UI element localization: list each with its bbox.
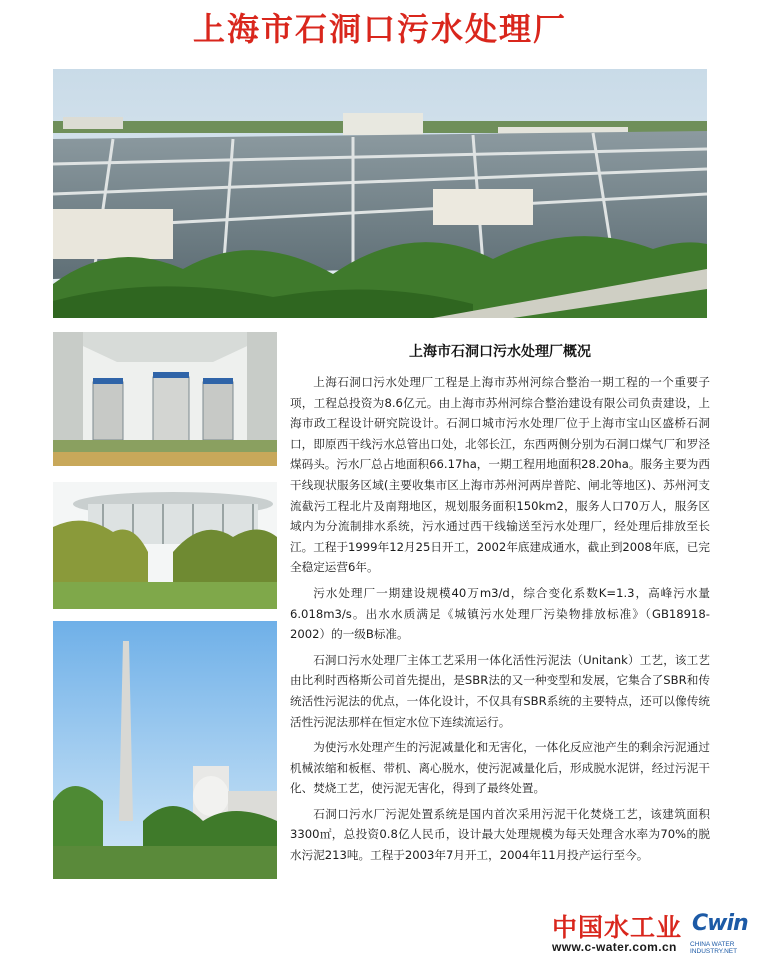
- china-water-logo[interactable]: [552, 908, 760, 958]
- article-heading: 上海市石洞口污水处理厂概况: [409, 344, 591, 360]
- logo-url[interactable]: www.c-water.com.cn: [552, 940, 677, 954]
- equipment-hall-photo: [53, 332, 277, 466]
- paragraph: 污水处理厂一期建设规模40万m3/d，综合变化系数K=1.3，高峰污水量6.018m3/s。出水水质满足《城镇污水处理厂污染物排放标准》（GB18918-2002）的一级B标准。: [290, 585, 710, 642]
- paragraph: 石洞口污水处理厂主体工艺采用一体化活性污泥法（Unitank）工艺，该工艺由比利时西格斯公司首先提出，是SBR法的又一种变型和发展，它集合了SBR和传统活性污泥法的优点，一体化设计，不仅具有SBR系统的主要特点，还可以像传统活性污泥法那样在恒定水位下连续流运行。: [290, 652, 710, 729]
- paragraph: 为使污水处理产生的污泥减量化和无害化，一体化反应池产生的剩余污泥通过机械浓缩和板框、带机、离心脱水，使污泥减量化后，形成脱水泥饼，经过污泥干化、焚烧工艺，使污泥无害化，得到了最终处置。: [290, 740, 710, 796]
- paragraph: 石洞口污水厂污泥处置系统是国内首次采用污泥干化焚烧工艺，该建筑面积3300㎡，总投资0.8亿人民币，设计最大处理规模为每天处理含水率为70%的脱水污泥213吨。工程于2003年7月开工，2004年11月投产运行至今。: [290, 806, 710, 863]
- logo-brand: Cwin: [692, 911, 748, 936]
- aerial-plant-photo: [53, 69, 707, 318]
- round-building-photo: [53, 482, 277, 609]
- chimney-photo: [53, 621, 277, 879]
- article-body: [290, 372, 710, 871]
- paragraph: 上海石洞口污水处理厂工程是上海市苏州河综合整治一期工程的一个重要子项，工程总投资为8.6亿元。由上海市苏州河综合整治建设有限公司负责建设，上海市政工程设计研究院设计。石洞口城市污水处理厂位于上海市宝山区盛桥石洞口，即原西干线污水总管出口处，北邻长江，东西两侧分别为石洞口煤气厂和罗泾煤码头。污水厂总占地面积66.17ha，一期工程用地面积28.20ha。服务主要为西干线现状服务区域(主要收集市区上海市苏州河两岸普陀、闸北等地区)、苏州河支流截污工程北片及南翔地区，规划服务面积150km2，服务人口70万人，服务区域内为分流制排水系统，污水通过西干线输送至污水处理厂，经处理后排放至长江。工程于1999年12月25日开工，2002年底建成通水，截止到2008年底，已完全稳定运营6年。: [290, 375, 710, 575]
- logo-chinese-name: 中国水工业: [552, 913, 683, 942]
- logo-english-name: CHINA WATER INDUSTRY.NET: [690, 941, 738, 955]
- page-title: 上海市石洞口污水处理厂: [192, 10, 567, 48]
